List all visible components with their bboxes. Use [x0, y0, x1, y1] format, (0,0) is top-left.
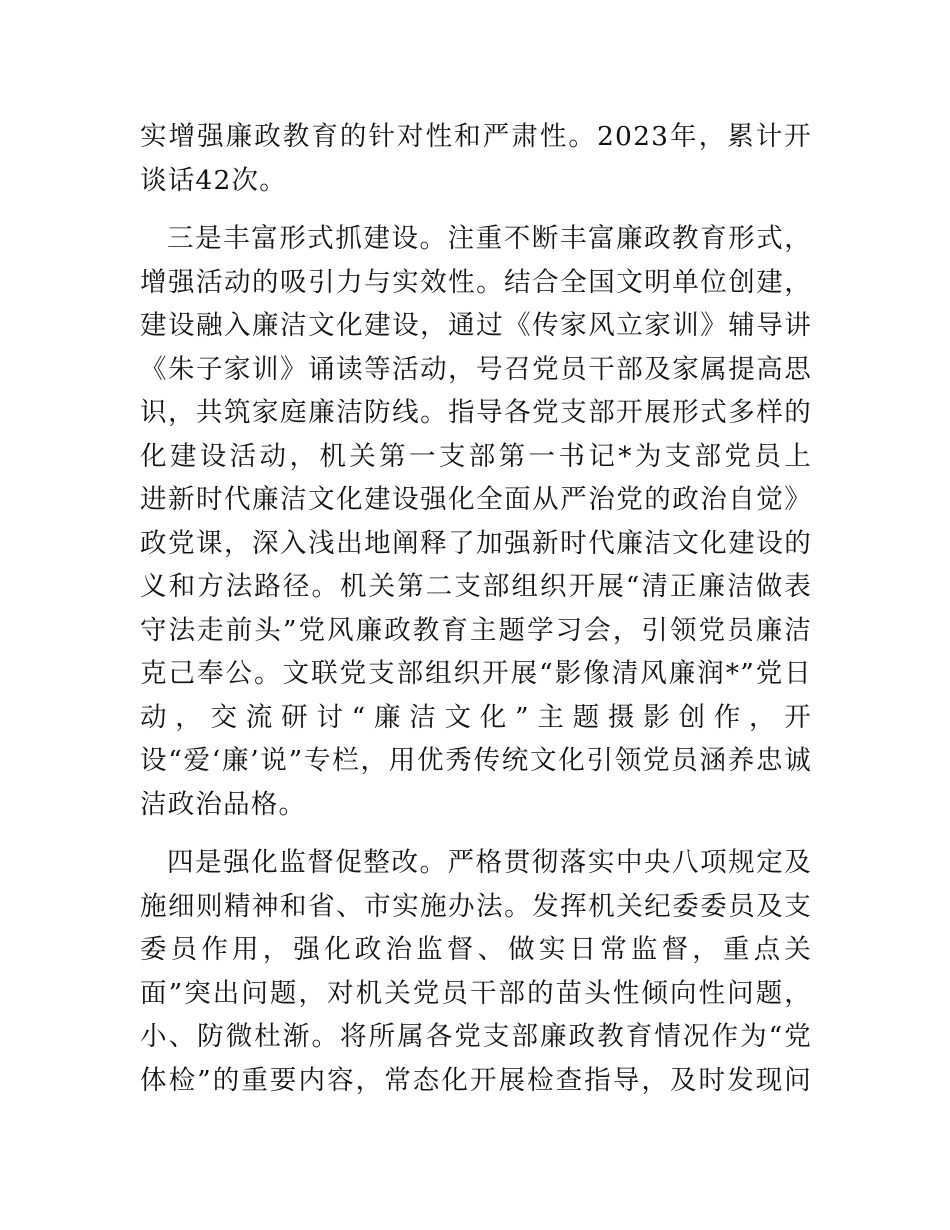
paragraph-line: 《朱子家训》诵读等活动，号召党员干部及家属提高思 — [140, 353, 812, 385]
paragraph-line: 化建设活动，机关第一支部第一书记*为支部党员上 — [140, 440, 812, 472]
paragraph-line: 谈话42次。 — [140, 164, 287, 196]
paragraph-line: 四是强化监督促整改。严格贯彻落实中央八项规定及 — [167, 847, 812, 878]
paragraph-gap — [140, 826, 812, 841]
paragraph-line: 委员作用，强化政治监督、做实日常监督，重点关 — [140, 934, 812, 965]
paragraph-1 — [140, 115, 812, 202]
paragraph-line: 洁政治品格。 — [140, 788, 307, 820]
paragraph-line: 克己奉公。文联党支部组织开展“影像清风廉润*”党日 — [140, 658, 812, 689]
paragraph-2 — [140, 217, 812, 826]
paragraph-line: 小、防微杜渐。将所属各党支部廉政教育情况作为“党 — [140, 1021, 812, 1052]
paragraph-line: 义和方法路径。机关第二支部组织开展“清正廉洁做表 — [140, 571, 812, 602]
paragraph-line: 面”突出问题，对机关党员干部的苗头性倾向性问题， — [140, 977, 812, 1009]
paragraph-line: 动，交流研讨“廉洁文化”主题摄影创作，开 — [140, 701, 812, 733]
paragraph-line: 政党课，深入浅出地阐释了加强新时代廉洁文化建设的 — [140, 527, 812, 559]
paragraph-line: 设“爱‘廉’说”专栏，用优秀传统文化引领党员涵养忠诚 — [140, 745, 812, 776]
paragraph-3 — [140, 841, 812, 1102]
paragraph-line: 进新时代廉洁文化建设强化全面从严治党的政治自觉》 — [140, 484, 812, 515]
paragraph-line: 建设融入廉洁文化建设，通过《传家风立家训》辅导讲 — [140, 310, 812, 341]
paragraph-line: 增强活动的吸引力与实效性。结合全国文明单位创建， — [140, 266, 812, 298]
paragraph-line: 守法走前头”党风廉政教育主题学习会，引领党员廉洁 — [140, 614, 812, 646]
paragraph-line: 识，共筑家庭廉洁防线。指导各党支部开展形式多样的 — [140, 397, 812, 428]
paragraph-gap — [140, 202, 812, 217]
paragraph-line: 施细则精神和省、市实施办法。发挥机关纪委委员及支 — [140, 890, 812, 922]
paragraph-line: 三是丰富形式抓建设。注重不断丰富廉政教育形式， — [167, 223, 812, 254]
document-body — [140, 115, 812, 1102]
paragraph-line: 体检”的重要内容，常态化开展检查指导，及时发现问 — [140, 1064, 812, 1096]
paragraph-line: 实增强廉政教育的针对性和严肃性。2023年，累计开 — [140, 121, 812, 152]
